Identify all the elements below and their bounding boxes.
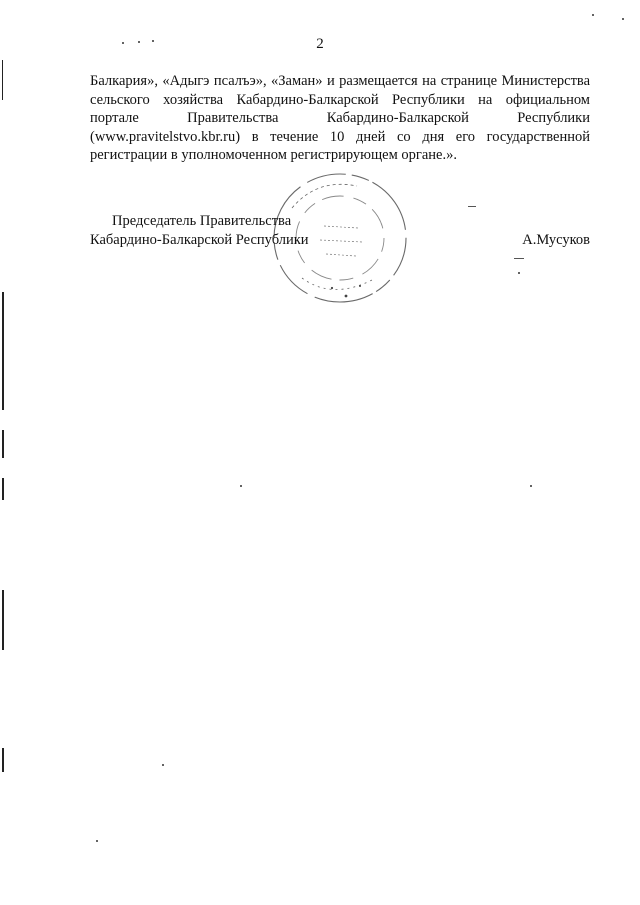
scan-speck xyxy=(138,41,140,43)
scan-artifact-left-edge xyxy=(2,430,4,458)
scan-speck xyxy=(152,40,154,42)
scan-speck xyxy=(96,840,98,842)
signatory-title-line2: Кабардино-Балкарской Республики xyxy=(90,232,309,248)
scan-speck xyxy=(530,485,532,487)
page-number: 2 xyxy=(316,36,324,52)
scan-dash xyxy=(514,258,524,259)
scan-speck xyxy=(122,42,124,44)
scan-artifact-left-edge xyxy=(2,60,3,100)
scan-speck xyxy=(592,14,594,16)
scan-artifact-left-edge xyxy=(2,748,4,772)
scan-artifact-left-edge xyxy=(2,478,4,500)
scan-artifact-left-edge xyxy=(2,590,4,650)
scan-speck xyxy=(518,272,520,274)
signatory-title-line1: Председатель Правительства xyxy=(112,213,292,229)
scan-speck xyxy=(240,485,242,487)
body-paragraph: Балкария», «Адыгэ псалъэ», «Заман» и размещается на странице Министерства сельского хозяйства Кабардино-Балкарской Республики на официальном портале Правительства Кабардино-Балкарской Республики (www.pravitelstvo.kbr.ru) в течение 10 дней со дня его государственной регистрации в уполномоченном регистрирующем органе.». xyxy=(90,73,590,164)
scan-speck xyxy=(162,764,164,766)
scan-speck xyxy=(622,18,624,20)
scan-dash xyxy=(468,206,476,207)
signature-block xyxy=(90,210,590,270)
scan-artifact-left-edge xyxy=(2,292,4,410)
signatory-name: А.Мусуков xyxy=(522,232,590,248)
